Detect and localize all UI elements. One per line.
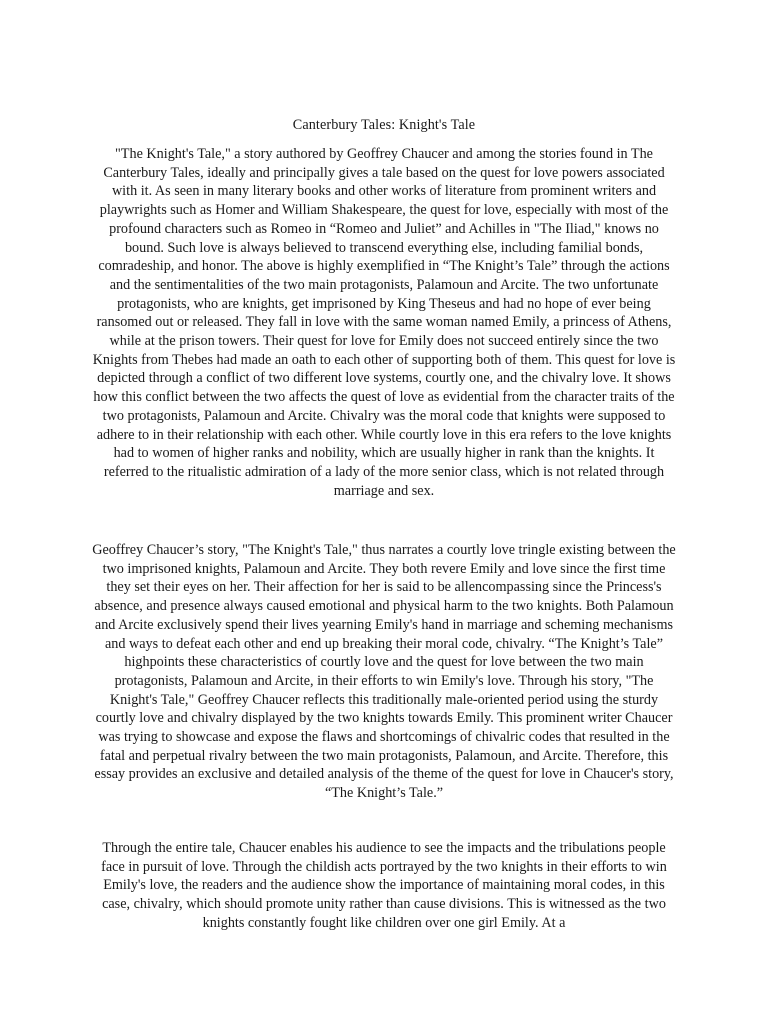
paragraph-2: Geoffrey Chaucer’s story, "The Knight's Tale," thus narrates a courtly love tringle existing between the two imprisoned knights, Palamoun and Arcite. They both revere Emily and love since the first time they set their eyes on her. Their affection for her is said to be allencompassing since the Princess's absence, and presence always caused emotional and physical harm to the two knights. Both Palamoun and Arcite exclusively spend their lives yearning Emily's hand in marriage and scheming mechanisms and ways to defeat each other and end up breaking their moral code, chivalry. “The Knight’s Tale” highpoints these characteristics of courtly love and the quest for love between the two main protagonists, Palamoun and Arcite, in their efforts to win Emily's love. Through his story, "The Knight's Tale," Geoffrey Chaucer reflects this traditionally male-oriented period using the sturdy courtly love and chivalry displayed by the two knights towards Emily. This prominent writer Chaucer was trying to showcase and expose the flaws and shortcomings of chivalric codes that resulted in the fatal and perpetual rivalry between the two main protagonists, Palamoun, and Arcite. Therefore, this essay provides an exclusive and detailed analysis of the theme of the quest for love in Chaucer's story, “The Knight’s Tale.” bbox=[92, 542, 676, 802]
paragraph-3: Through the entire tale, Chaucer enables his audience to see the impacts and the tribulations people face in pursuit of love. Through the childish acts portrayed by the two knights in their efforts to win Emily's love, the readers and the audience show the importance of maintaining moral codes, in this case, chivalry, which should promote unity rather than cause divisions. This is witnessed as the two knights constantly fought like children over one girl Emily. At a bbox=[101, 840, 667, 931]
document-title: Canterbury Tales: Knight's Tale bbox=[292, 117, 476, 133]
paragraph-1: "The Knight's Tale," a story authored by Geoffrey Chaucer and among the stories found in The Canterbury Tales, ideally and principally gives a tale based on the quest for love powers associated with it. As seen in many literary books and other works of literature from prominent writers and playwrights such as Homer and William Shakespeare, the quest for love, especially with most of the profound characters such as Romeo in “Romeo and Juliet” and Achilles in "The Iliad," knows no bound. Such love is always believed to transcend everything else, including familial bonds, comradeship, and honor. The above is highly exemplified in “The Knight’s Tale” through the actions and the sentimentalities of the two main protagonists, Palamoun and Arcite. The two unfortunate protagonists, who are knights, get imprisoned by King Theseus and had no hope of ever being ransomed out or released. They fall in love with the same woman named Emily, a princess of Athens, while at the prison towers. Their quest for love for Emily does not succeed entirely since the two Knights from Thebes had made an oath to each other of supporting both of them. This quest for love is depicted through a conflict of two different love systems, courtly one, and the chivalry love. It shows how this conflict between the two affects the quest of love as evidential from the character traits of the two protagonists, Palamoun and Arcite. Chivalry was the moral code that knights were supposed to adhere to in their relationship with each other. While courtly love in this era refers to the love knights had to women of higher ranks and nobility, which are usually higher in rank than the knights. It referred to the ritualistic admiration of a lady of the more senior class, which is not related through marriage and sex. bbox=[92, 146, 676, 499]
